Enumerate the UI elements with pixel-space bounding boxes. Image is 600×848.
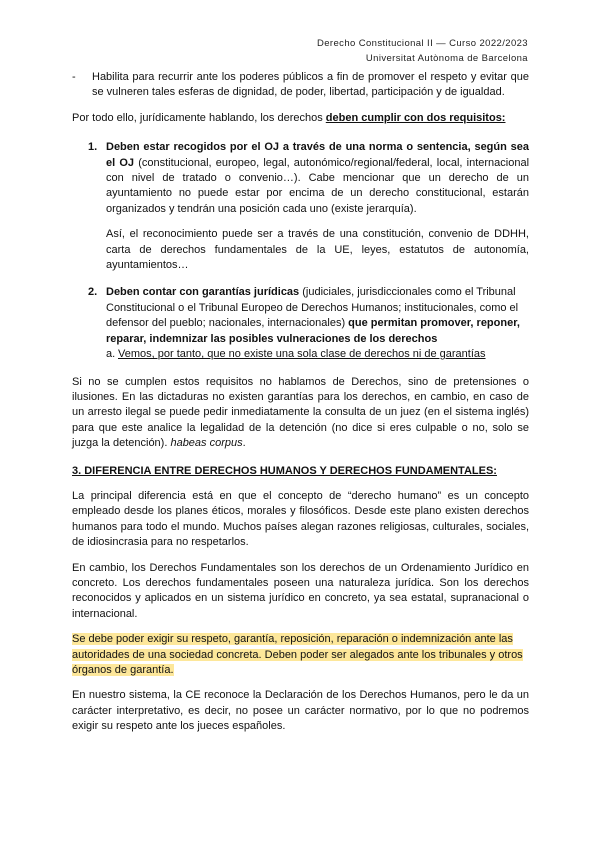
requirement-1-number: 1. [88, 141, 98, 154]
paragraph-no-cumplen [72, 375, 529, 452]
intro-text: Por todo ello, jurídicamente hablando, los derechos [72, 111, 326, 124]
requirement-1-paragraph [106, 140, 529, 217]
header-course: Derecho Constitucional II — Curso 2022/2023 [316, 38, 528, 49]
highlighted-text: Se debe poder exigir su respeto, garantía, reposición, reparación o indemnización ante las autoridades de una sociedad concreta. Deben poder ser alegados ante los tribunales y otros órganos de garantía. [72, 633, 523, 676]
paragraph-derechos-humanos: La principal diferencia está en que el concepto de “derecho humano” es un concepto empleado desde los planes éticos, morales y filosóficos. Desde este plano existen derechos humanos para todo el mundo. Muchos países alegan razones religiosas, culturales, sociales, de idiosincrasia para no respetarlos. [72, 489, 529, 549]
paragraph-derechos-fundamentales: En cambio, los Derechos Fundamentales son los derechos de un Ordenamiento Jurídico en concreto. Los derechos fundamentales poseen una naturaleza jurídica. Son los derechos reconocidos y aplicados en un sistema jurídico en concreto, ya sea estatal, supranacional o internacional. [72, 561, 529, 620]
bullet-item [72, 70, 529, 101]
requirement-2-bold-2: que permitan promover, reponer, reparar, indemnizar las posibles vulneraciones de los derechos [106, 317, 520, 345]
requirement-2 [72, 285, 529, 347]
requirement-2-text: (judiciales, jurisdiccionales como el Tribunal Constitucional o el Tribunal Europeo de Derechos Humanos; institucionales, como el defensor del pueblo; nacionales, internacionales) [106, 286, 519, 330]
intro-paragraph [72, 111, 529, 126]
subitem-marker: a. [106, 348, 116, 361]
no-cumplen-text: Si no se cumplen estos requisitos no hablamos de Derechos, sino de pretensiones o ilusiones. En las dictaduras no existen garantías para los derechos, en cambio, en caso de un arresto ilegal se puede pedir inmediatamente la consulta de un juez (en el sistema inglés) para que este analice la legalidad de la detención (no dice si eres culpable o no, solo se juzga la detención). [72, 375, 529, 450]
paragraph-ce: En nuestro sistema, la CE reconoce la Declaración de los Derechos Humanos, pero le da un carácter interpretativo, es decir, no posee un carácter normativo, por lo que no podremos exigir su respeto ante los jueces españoles. [72, 689, 529, 733]
requirement-2-subitem [72, 347, 529, 362]
bullet-marker: - [72, 71, 76, 83]
header-university: Universitat Autònoma de Barcelona [365, 53, 528, 64]
intro-emphasis: deben cumplir con dos requisitos: [325, 111, 506, 124]
habeas-corpus-term: habeas corpus [170, 437, 243, 450]
requirement-1-bold: Deben estar recogidos por el OJ a través de una norma o sentencia, según sea el OJ [106, 141, 529, 169]
page-header [317, 36, 528, 66]
requirement-1 [72, 140, 529, 273]
requirement-2-paragraph [106, 285, 529, 347]
requirement-1-subparagraph: Así, el reconocimiento puede ser a través de una constitución, convenio de DDHH, carta de derechos fundamentales de la UE, leyes, estatutos de autonomía, ayuntamientos… [106, 228, 529, 272]
no-cumplen-end: . [242, 437, 246, 450]
section-3-title: 3. DIFERENCIA ENTRE DERECHOS HUMANOS Y DERECHOS FUNDAMENTALES: [72, 464, 497, 477]
paragraph-highlighted [72, 632, 529, 678]
requirement-2-bold-1: Deben contar con garantías jurídicas [106, 286, 300, 299]
requirement-1-text: (constitucional, europeo, legal, autonómico/regional/federal, local, internacional con nivel de tratado o convenio…). Cabe mencionar que un derecho de un ayuntamiento no puede estar por encima de un derecho constitucional, estarán organizados y tendrán una posición cada uno (existe jerarquía). [106, 156, 530, 215]
document-body [72, 70, 529, 735]
requirement-2-number: 2. [88, 286, 98, 299]
subitem-text: Vemos, por tanto, que no existe una sola clase de derechos ni de garantías [118, 348, 486, 361]
bullet-text: Habilita para recurrir ante los poderes públicos a fin de promover el respeto y evitar que se vulneren tales esferas de dignidad, de poder, libertad, participación y de igualdad. [92, 71, 529, 99]
